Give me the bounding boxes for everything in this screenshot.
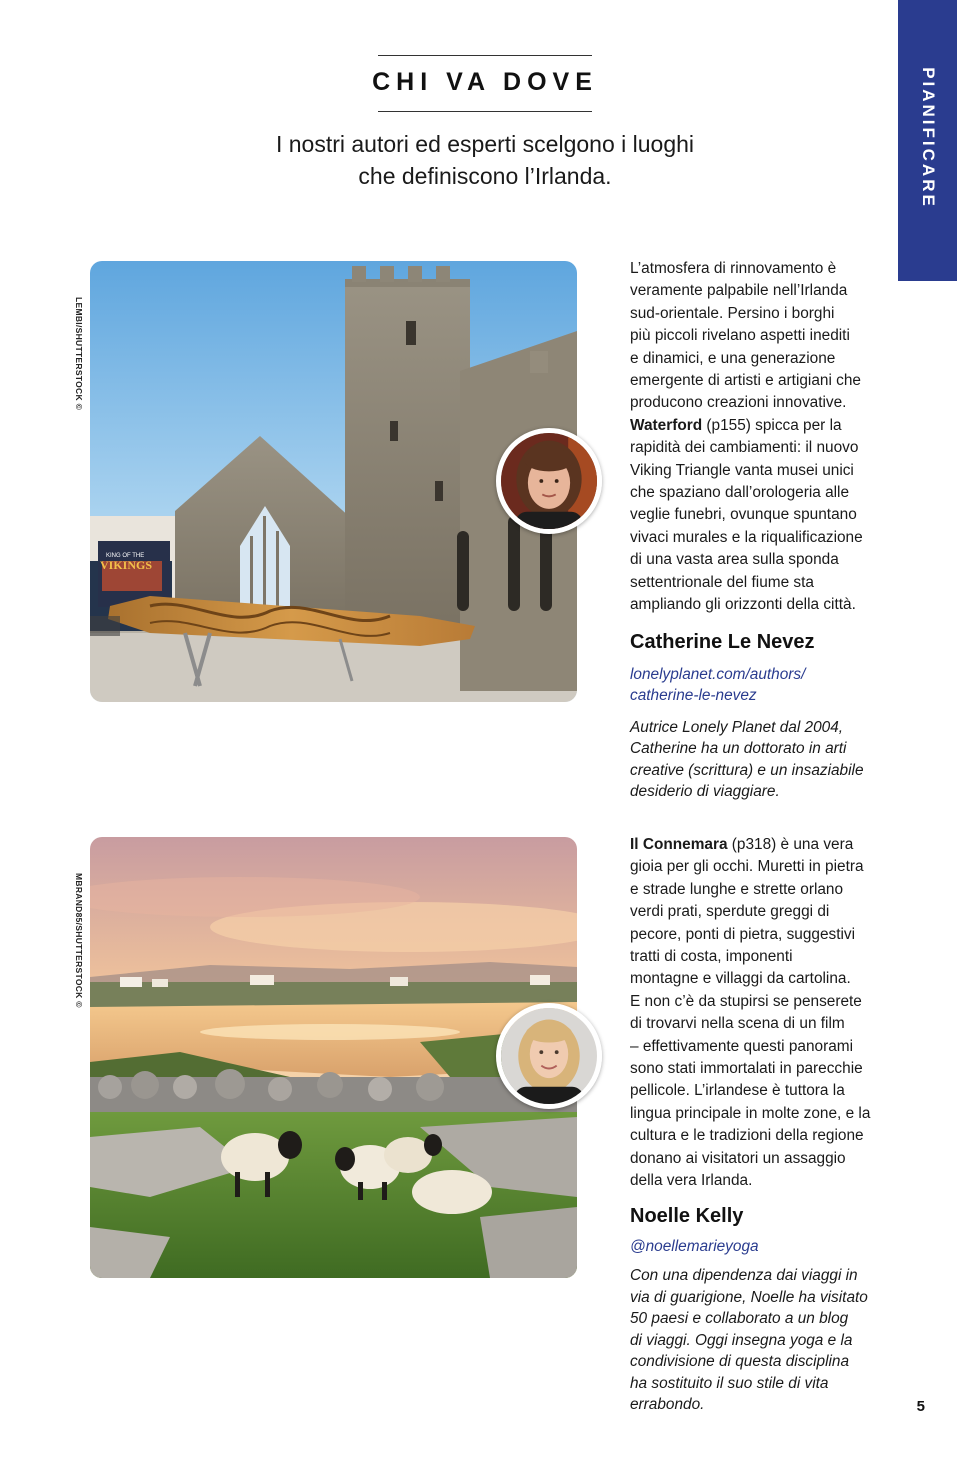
- text-line: montagne e villaggi da cartolina.: [630, 970, 851, 988]
- bio-line: 50 paesi e collaborato a un blog: [630, 1310, 849, 1327]
- author-bio: [630, 1265, 892, 1416]
- author-link-line[interactable]: lonelyplanet.com/authors/: [630, 665, 806, 683]
- author-link-line[interactable]: @noellemarieyoga: [630, 1237, 759, 1255]
- text-line: settentrionale del fiume sta: [630, 573, 814, 591]
- section-title: CHI VA DOVE: [372, 68, 598, 96]
- entry-waterford: [630, 258, 892, 803]
- section-tab: [898, 0, 957, 281]
- subtitle-line: che definiscono l’Irlanda.: [358, 163, 612, 189]
- entry-connemara: [630, 834, 892, 1416]
- avatar-noelle: [496, 1003, 602, 1109]
- poster-text: KING OF THE: [106, 553, 145, 559]
- text-line: donano ai visitatori un assaggio: [630, 1149, 846, 1167]
- author-bio: [630, 717, 892, 803]
- text-line: sono stati immortalati in parecchie: [630, 1060, 863, 1078]
- section-tab-label: PIANIFICARE: [918, 67, 938, 209]
- page-number: 5: [916, 1398, 925, 1415]
- photo-credit: MBRAND85/SHUTTERSTOCK ©: [74, 873, 84, 1008]
- author-portrait-icon: [501, 433, 597, 529]
- text-line: di una vasta area sulla sponda: [630, 551, 839, 569]
- place-highlight: Il Connemara: [630, 836, 728, 853]
- text-line: sud-orientale. Persino i borghi: [630, 304, 835, 322]
- author-name: Catherine Le Nevez: [630, 630, 815, 653]
- text-line: più piccoli rivelano aspetti inediti: [630, 327, 850, 345]
- avatar-catherine: [496, 428, 602, 534]
- author-link[interactable]: [630, 1236, 892, 1258]
- text-line: – effettivamente questi panorami: [630, 1037, 854, 1055]
- place-highlight: Waterford: [630, 416, 703, 434]
- text-line: rapidità dei cambiamenti: il nuovo: [630, 439, 859, 457]
- bio-line: di viaggi. Oggi insegna yoga e la: [630, 1331, 853, 1349]
- author-link[interactable]: [630, 664, 892, 707]
- bio-line: ha sostituito il suo stile di vita: [630, 1374, 829, 1392]
- entry-text: [630, 258, 892, 617]
- author-portrait-icon: [501, 1008, 597, 1104]
- text-line: (p155) spicca per la: [702, 416, 842, 434]
- text-line: gioia per gli occhi. Muretti in pietra: [630, 858, 864, 876]
- photo-credit: LEMBI/SHUTTERSTOCK ©: [74, 297, 84, 411]
- text-line: che spaziano dall’orologeria alle: [630, 484, 850, 502]
- title-rule-top: [378, 55, 592, 56]
- section-subtitle: [180, 128, 790, 192]
- subtitle-line: I nostri autori ed esperti scelgono i luoghi: [275, 131, 695, 157]
- text-line: cultura e le tradizioni della regione: [630, 1127, 864, 1145]
- text-line: Viking Triangle vanta musei unici: [630, 461, 854, 479]
- bio-line: condivisione di questa disciplina: [630, 1353, 850, 1370]
- entry-text: [630, 834, 892, 1193]
- text-line: veramente palpabile nell’Irlanda: [630, 282, 848, 300]
- text-line: e dinamici, e una generazione: [630, 349, 836, 367]
- text-line: della vera Irlanda.: [630, 1172, 753, 1190]
- text-line: verdi prati, sperdute greggi di: [630, 903, 830, 921]
- text-line: (p318) è una vera: [727, 836, 854, 853]
- bio-line: Con una dipendenza dai viaggi in: [630, 1267, 858, 1284]
- text-line: emergente di artisti e artigiani che: [630, 372, 861, 390]
- bio-line: Catherine ha un dottorato in arti: [630, 740, 847, 757]
- bio-line: via di guarigione, Noelle ha visitato: [630, 1288, 868, 1306]
- text-line: lingua principale in molte zone, e la: [630, 1104, 871, 1122]
- text-line: tratti di costa, imponenti: [630, 948, 793, 966]
- text-line: e strade lunghe e strette orlano: [630, 880, 844, 898]
- text-line: E non c’è da stupirsi se penserete: [630, 992, 862, 1010]
- text-line: vivaci murales e la riqualificazione: [630, 528, 863, 546]
- text-line: ampliando gli orizzonti della città.: [630, 596, 856, 614]
- poster-text: VIKINGS: [100, 558, 153, 572]
- text-line: di trovarvi nella scena di un film: [630, 1015, 845, 1033]
- text-line: veglie funebri, ovunque spuntano: [630, 506, 857, 524]
- bio-line: errabondo.: [630, 1396, 705, 1413]
- bio-line: desiderio di viaggiare.: [630, 783, 780, 800]
- text-line: producono creazioni innovative.: [630, 394, 847, 412]
- author-link-line[interactable]: catherine-le-nevez: [630, 687, 757, 704]
- bio-line: Autrice Lonely Planet dal 2004,: [630, 718, 844, 736]
- text-line: pecore, ponti di pietra, suggestivi: [630, 925, 856, 943]
- text-line: L’atmosfera di rinnovamento è: [630, 260, 837, 277]
- author-name: Noelle Kelly: [630, 1204, 744, 1227]
- text-line: pellicole. L’irlandese è tuttora la: [630, 1082, 845, 1100]
- bio-line: creative (scrittura) e un insaziabile: [630, 761, 864, 779]
- title-rule-bottom: [378, 111, 592, 112]
